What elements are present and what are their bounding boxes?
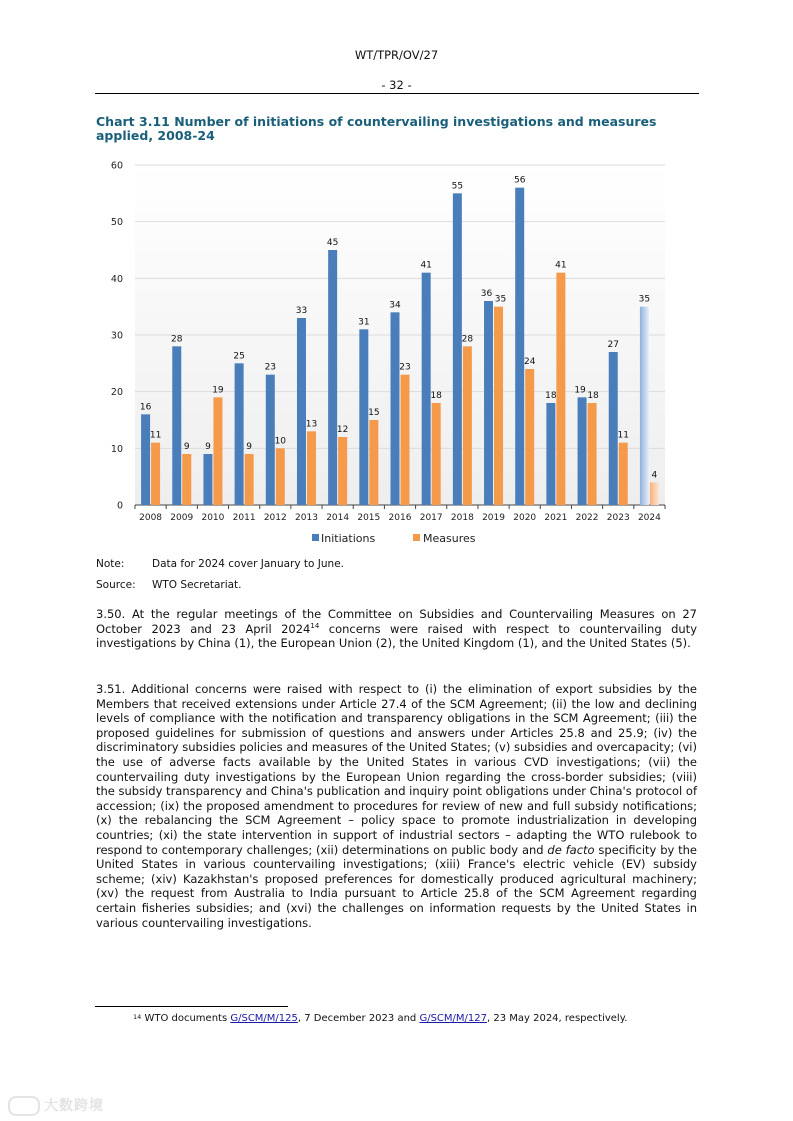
data-label: 9 xyxy=(246,442,252,452)
data-label: 35 xyxy=(494,294,507,305)
x-tick-label: 2017 xyxy=(419,513,443,523)
bar-measures-2010 xyxy=(213,397,222,505)
data-label: 28 xyxy=(461,334,474,345)
data-label: 4 xyxy=(651,470,658,481)
bar-measures-2012 xyxy=(276,448,285,505)
bar-initiations-2012 xyxy=(266,375,275,505)
link-g-scm-m-125[interactable]: G/SCM/M/125 xyxy=(230,1013,298,1024)
data-label: 19 xyxy=(212,385,224,396)
source-text: WTO Secretariat. xyxy=(152,579,242,591)
bar-measures-2019 xyxy=(494,307,503,505)
data-label: 13 xyxy=(305,419,318,430)
bar-initiations-2019 xyxy=(484,301,493,505)
page-number: - 32 - xyxy=(381,78,412,92)
legend-swatch-measures xyxy=(413,534,420,541)
data-label: 18 xyxy=(587,391,599,401)
header-rule xyxy=(95,93,699,94)
italic-term: de facto xyxy=(547,842,595,857)
chart-note xyxy=(96,558,344,570)
bar-initiations-2016 xyxy=(391,312,400,505)
data-label: 9 xyxy=(183,442,190,452)
x-tick-label: 2016 xyxy=(388,513,412,523)
bar-measures-2021 xyxy=(556,273,565,505)
bar-chart xyxy=(95,150,695,550)
chart-source xyxy=(96,579,242,591)
paragraph-3-51 xyxy=(96,682,697,930)
link-g-scm-m-127[interactable]: G/SCM/M/127 xyxy=(419,1013,487,1024)
watermark xyxy=(8,1095,104,1116)
x-tick-label: 2020 xyxy=(513,513,537,523)
legend-label-measures: Measures xyxy=(423,532,476,545)
data-label: 24 xyxy=(523,357,536,367)
paragraph-text: 3.50. At the regular meetings of the Committee on Subsidies and Countervailing Measures on 27 October 2023 and 23 April 2024 xyxy=(96,607,697,636)
bar-measures-2013 xyxy=(307,431,316,505)
footnote-separator xyxy=(95,1006,288,1007)
data-label: 18 xyxy=(430,391,442,401)
bar-measures-2011 xyxy=(245,454,254,505)
bar-measures-2008 xyxy=(151,443,160,505)
bar-initiations-2023 xyxy=(609,352,618,505)
bar-measures-2022 xyxy=(588,403,597,505)
data-label: 18 xyxy=(545,391,557,401)
y-tick-label: 30 xyxy=(110,330,123,342)
data-label: 19 xyxy=(574,385,586,396)
data-label: 23 xyxy=(264,362,277,373)
x-tick-label: 2018 xyxy=(450,513,474,523)
bar-measures-2016 xyxy=(401,375,410,505)
y-tick-label: 50 xyxy=(110,217,123,229)
bar-initiations-2014 xyxy=(328,250,337,505)
note-text: Data for 2024 cover January to June. xyxy=(152,558,344,570)
paragraph-text: concerns were raised with respect to countervailing duty investigations by China (1), the European Union (2), the United Kingdom (1), and the United States (5). xyxy=(96,621,697,651)
x-tick-label: 2015 xyxy=(357,513,381,523)
data-label: 10 xyxy=(274,436,287,447)
watermark-logo-icon xyxy=(8,1096,40,1116)
data-label: 25 xyxy=(233,351,245,362)
footnote-text: , 23 May 2024, respectively. xyxy=(486,1013,628,1024)
x-tick-label: 2009 xyxy=(170,513,194,523)
y-tick-label: 10 xyxy=(110,443,123,455)
data-label: 27 xyxy=(607,340,619,350)
bar-measures-2020 xyxy=(525,369,534,505)
footnote-text: , 7 December 2023 and xyxy=(297,1013,420,1024)
x-tick-label: 2012 xyxy=(263,513,287,523)
bar-measures-2018 xyxy=(463,346,472,505)
y-tick-label: 40 xyxy=(110,273,123,285)
data-label: 31 xyxy=(358,317,370,328)
x-tick-label: 2008 xyxy=(139,513,163,523)
legend-label-initiations: Initiations xyxy=(321,532,376,545)
bar-initiations-2021 xyxy=(546,403,555,505)
x-tick-label: 2010 xyxy=(201,513,225,523)
watermark-text: 大数跨境 xyxy=(44,1098,104,1114)
chart-legend xyxy=(312,532,476,545)
data-label: 33 xyxy=(295,306,308,316)
footnote-ref-14[interactable]: 14 xyxy=(310,621,320,630)
data-label: 45 xyxy=(326,238,339,248)
x-tick-label: 2024 xyxy=(637,513,661,523)
bar-initiations-2018 xyxy=(453,193,462,505)
bar-measures-2023 xyxy=(619,443,628,505)
data-label: 12 xyxy=(336,425,349,435)
bar-initiations-2013 xyxy=(297,318,306,505)
bar-initiations-2020 xyxy=(515,188,524,505)
source-label: Source: xyxy=(96,579,136,591)
data-label: 15 xyxy=(368,408,380,418)
data-label: 36 xyxy=(480,289,493,299)
bar-initiations-2011 xyxy=(235,363,244,505)
bar-initiations-2017 xyxy=(422,273,431,505)
data-label: 28 xyxy=(171,334,183,345)
bar-measures-2014 xyxy=(338,437,347,505)
data-label: 34 xyxy=(389,300,401,311)
bar-initiations-2022 xyxy=(578,397,587,505)
x-tick-label: 2021 xyxy=(544,513,568,523)
data-label: 11 xyxy=(617,430,629,441)
footnote-number: 14 xyxy=(133,1013,142,1021)
bar-initiations-2015 xyxy=(359,329,368,505)
y-tick-label: 20 xyxy=(110,387,123,399)
note-label: Note: xyxy=(96,558,125,570)
y-tick-label: 0 xyxy=(116,500,123,512)
bar-initiations-2010 xyxy=(203,454,212,505)
x-tick-label: 2014 xyxy=(326,513,350,523)
data-label: 35 xyxy=(638,294,651,305)
data-label: 41 xyxy=(555,260,567,271)
paragraph-3-50 xyxy=(96,607,697,651)
data-label: 56 xyxy=(513,175,526,186)
bar-measures-2009 xyxy=(182,454,191,505)
data-label: 55 xyxy=(451,181,464,192)
footnote-14 xyxy=(133,1013,627,1024)
data-label: 11 xyxy=(149,430,162,441)
paragraph-text: 3.51. Additional concerns were raised with respect to (i) the elimination of export subsidies by the Members that received extensions under Article 27.4 of the SCM Agreement; (ii) the low and declining levels of compliance with the notification and transparency obligations in the SCM Agreement; (iii) the proposed guidelines for submission of questions and answers under Articles 25.8 and 25.9; (iv) the discriminatory subsidies policies and measures of the United States; (v) subsidies and overcapacity; (vi) the use of adverse facts available by the United States in various CVD investigations; (vii) the countervailing duty investigations by the European Union regarding the cross-border subsidies; (viii) the subsidy transparency and China's publication and inquiry point obligations under China's protocol of accession; (ix) the proposed amendment to procedures for review of new and full subsidy notifications; (x) the rebalancing the SCM Agreement – policy space to promote industrialization in developing countries; (xi) the state intervention in support of industrial sectors – adapting the WTO rulebook to respond to contemporary challenges; (xii) determinations on public body and xyxy=(96,682,697,857)
paragraph-text: specificity by the United States in various countervailing investigations; (xiii) France's electric vehicle (EV) subsidy scheme; (xiv) Kazakhstan's proposed preferences for domestically produced agricultural machinery; (xv) the request from Australia to India pursuant to Article 25.8 of the SCM Agreement regarding certain fisheries subsidies; and (xvi) the challenges on information requests by the United States in various countervailing investigations. xyxy=(96,842,697,930)
y-tick-label: 60 xyxy=(110,160,123,172)
data-label: 9 xyxy=(205,442,211,452)
bar-initiations-2008 xyxy=(141,414,150,505)
x-tick-label: 2019 xyxy=(482,513,505,523)
document-symbol: WT/TPR/OV/27 xyxy=(354,48,439,62)
chart-title: Chart 3.11 Number of initiations of countervailing investigations and measures applied, 2008-24 xyxy=(96,114,657,143)
bar-initiations-2024 xyxy=(640,307,649,505)
data-label: 23 xyxy=(399,362,411,373)
x-tick-label: 2013 xyxy=(295,513,318,523)
bar-measures-2017 xyxy=(432,403,441,505)
data-label: 41 xyxy=(420,260,432,271)
footnote-text: WTO documents xyxy=(141,1013,231,1024)
bar-measures-2015 xyxy=(369,420,378,505)
bar-initiations-2009 xyxy=(172,346,181,505)
x-tick-label: 2011 xyxy=(232,513,256,523)
x-tick-label: 2022 xyxy=(575,513,599,523)
data-label: 16 xyxy=(139,402,152,413)
x-tick-label: 2023 xyxy=(606,513,630,523)
bar-measures-2024 xyxy=(650,482,659,505)
legend-swatch-initiations xyxy=(312,534,319,541)
